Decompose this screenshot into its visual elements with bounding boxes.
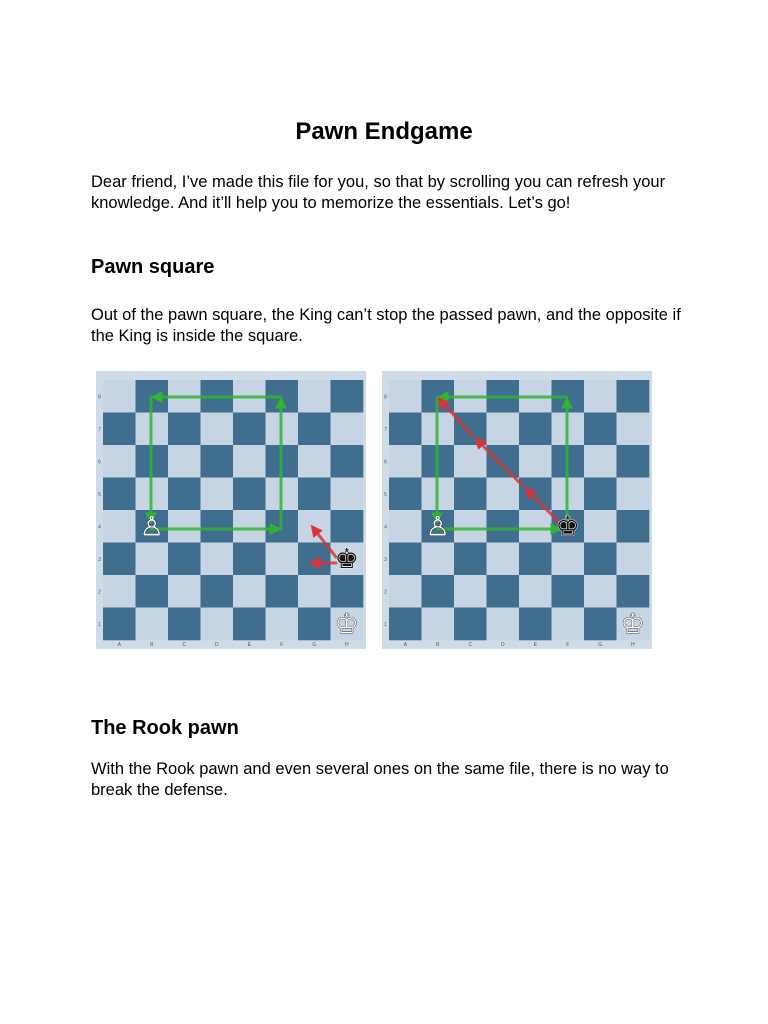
board-square — [617, 478, 650, 511]
file-label: A — [403, 642, 407, 648]
file-label: D — [500, 642, 505, 648]
board-square — [298, 575, 331, 608]
white-king-piece: ♔ — [334, 608, 359, 640]
board-square — [552, 543, 585, 576]
board-square — [168, 478, 201, 511]
white-king-piece: ♔ — [620, 608, 645, 640]
board-square — [298, 510, 331, 543]
chess-diagram-1 — [96, 371, 366, 649]
page-title: Pawn Endgame — [295, 118, 473, 145]
board-square — [136, 608, 169, 641]
board-square — [584, 575, 617, 608]
board-square — [422, 608, 455, 641]
board-square — [389, 445, 422, 478]
file-label: B — [436, 642, 440, 648]
board-square — [201, 478, 234, 511]
board-square — [298, 608, 331, 641]
rank-label: 7 — [384, 426, 387, 433]
rank-label: 3 — [98, 556, 101, 563]
file-label: A — [117, 642, 121, 648]
board-square — [584, 445, 617, 478]
board-square — [519, 608, 552, 641]
board-square — [298, 445, 331, 478]
rank-label: 5 — [384, 491, 387, 498]
board-square — [422, 575, 455, 608]
board-square — [389, 510, 422, 543]
board-square — [617, 575, 650, 608]
board-square — [103, 380, 136, 413]
rank-label: 4 — [98, 524, 101, 531]
board-square — [331, 478, 364, 511]
section-text-pawn-square: Out of the pawn square, the King can’t stop the passed pawn, and the opposite if the King is inside the square. — [91, 306, 681, 345]
rank-label: 6 — [98, 459, 101, 466]
board-square — [201, 413, 234, 446]
board-square — [584, 510, 617, 543]
board-square — [552, 608, 585, 641]
file-label: H — [630, 642, 635, 648]
board-square — [266, 608, 299, 641]
board-square — [389, 575, 422, 608]
board-square — [168, 575, 201, 608]
board-square — [617, 380, 650, 413]
board-square — [454, 445, 487, 478]
board-square — [454, 478, 487, 511]
board-square — [233, 575, 266, 608]
board-square — [519, 413, 552, 446]
board-square — [201, 543, 234, 576]
board-square — [136, 575, 169, 608]
board-square — [519, 445, 552, 478]
board-square — [519, 543, 552, 576]
rank-label: 1 — [384, 621, 387, 628]
board-square — [617, 413, 650, 446]
file-label: C — [182, 642, 187, 648]
board-square — [487, 510, 520, 543]
white-pawn-piece: ♙ — [425, 511, 450, 543]
board-square — [201, 575, 234, 608]
board-square — [389, 478, 422, 511]
board-square — [584, 380, 617, 413]
file-label: F — [566, 642, 570, 648]
board-square — [584, 543, 617, 576]
board-square — [454, 543, 487, 576]
file-label: B — [150, 642, 154, 648]
board-square — [331, 445, 364, 478]
board-square — [201, 510, 234, 543]
intro-paragraph: Dear friend, I’ve made this file for you, so that by scrolling you can refresh your knowledge. And it’ll help you to memorize the essentials. Let’s go! — [91, 173, 666, 212]
board-square — [233, 608, 266, 641]
board-square — [617, 510, 650, 543]
board-square — [233, 510, 266, 543]
file-label: F — [280, 642, 284, 648]
black-king-piece: ♚ — [555, 511, 580, 543]
board-square — [584, 478, 617, 511]
board-square — [298, 413, 331, 446]
board-square — [584, 413, 617, 446]
file-label: C — [468, 642, 473, 648]
board-square — [487, 478, 520, 511]
rank-label: 5 — [98, 491, 101, 498]
rank-label: 2 — [384, 589, 387, 596]
chess-board-svg-1 — [96, 371, 366, 649]
file-label: E — [533, 642, 537, 648]
rank-label: 8 — [98, 394, 101, 401]
board-square — [103, 575, 136, 608]
board-square — [584, 608, 617, 641]
board-square — [103, 478, 136, 511]
board-square — [389, 608, 422, 641]
white-pawn-piece: ♙ — [139, 511, 164, 543]
board-square — [136, 543, 169, 576]
board-square — [519, 575, 552, 608]
file-label: D — [214, 642, 219, 648]
board-square — [552, 575, 585, 608]
board-square — [454, 608, 487, 641]
board-square — [389, 380, 422, 413]
board-square — [298, 478, 331, 511]
chess-board-svg-2 — [382, 371, 652, 649]
board-square — [298, 380, 331, 413]
board-square — [103, 543, 136, 576]
board-square — [168, 510, 201, 543]
board-square — [487, 413, 520, 446]
board-square — [103, 510, 136, 543]
rank-label: 1 — [98, 621, 101, 628]
file-label: E — [247, 642, 251, 648]
black-king-piece: ♚ — [334, 543, 359, 575]
board-square — [389, 543, 422, 576]
board-square — [233, 413, 266, 446]
board-square — [331, 380, 364, 413]
board-square — [422, 543, 455, 576]
board-square — [487, 445, 520, 478]
board-square — [168, 543, 201, 576]
board-square — [266, 543, 299, 576]
board-square — [519, 510, 552, 543]
board-square — [233, 543, 266, 576]
rank-label: 3 — [384, 556, 387, 563]
board-square — [454, 575, 487, 608]
file-label: H — [344, 642, 349, 648]
board-square — [519, 478, 552, 511]
board-square — [201, 608, 234, 641]
rank-label: 8 — [384, 394, 387, 401]
board-square — [233, 445, 266, 478]
board-square — [487, 608, 520, 641]
board-square — [168, 608, 201, 641]
board-square — [298, 543, 331, 576]
file-label: G — [598, 642, 603, 648]
board-square — [389, 413, 422, 446]
board-square — [331, 510, 364, 543]
board-square — [266, 575, 299, 608]
chess-diagram-2 — [382, 371, 652, 649]
board-square — [454, 510, 487, 543]
section-text-rook-pawn: With the Rook pawn and even several ones on the same file, there is no way to break the defense. — [91, 760, 669, 799]
board-square — [201, 445, 234, 478]
section-heading-rook-pawn: The Rook pawn — [91, 717, 239, 739]
rank-label: 2 — [98, 589, 101, 596]
board-square — [617, 543, 650, 576]
board-square — [331, 575, 364, 608]
rank-label: 6 — [384, 459, 387, 466]
board-square — [331, 413, 364, 446]
rank-label: 7 — [98, 426, 101, 433]
board-square — [454, 413, 487, 446]
board-square — [103, 608, 136, 641]
file-label: G — [312, 642, 317, 648]
board-square — [103, 413, 136, 446]
section-heading-pawn-square: Pawn square — [91, 256, 215, 278]
rank-label: 4 — [384, 524, 387, 531]
board-square — [168, 445, 201, 478]
board-square — [103, 445, 136, 478]
board-square — [233, 478, 266, 511]
board-square — [168, 413, 201, 446]
board-square — [617, 445, 650, 478]
board-square — [487, 543, 520, 576]
board-square — [487, 575, 520, 608]
